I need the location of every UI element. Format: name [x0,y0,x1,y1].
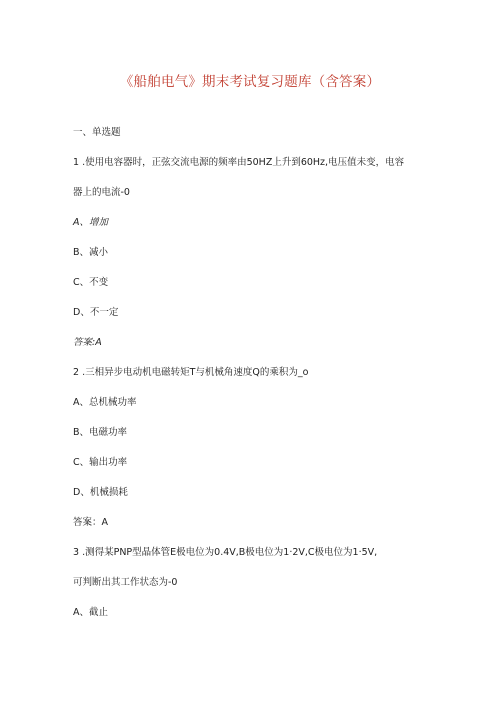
question-2-option-c: C、输出功率 [73,457,128,468]
question-1-option-a: A、增加 [73,217,108,228]
question-3-stem-line-2: 可判断出其工作状态为-0 [73,577,178,588]
question-3-option-a: A、截止 [73,607,108,618]
question-1-option-d: D、不一定 [73,307,119,318]
question-1-answer: 答案:A [73,337,102,348]
question-1-stem-line-2: 器上的电流-0 [73,187,130,198]
question-3-stem-line-1: 3 .测得某PNP型晶体管E极电位为0.4V,B极电位为1·2V,C极电位为1·5V, [73,547,378,558]
document-title: 《船舶电气》期末考试复习题库（含答案） [119,74,381,90]
question-2-stem-line-1: 2 .三相异步电动机电磁转矩T与机械角速度Q的乘积为_o [73,367,309,378]
question-2-option-d: D、机械损耗 [73,487,128,498]
question-1-stem-line-1: 1 .使用电容器时，正弦交流电源的频率由50HZ上升到60Hz,电压值未变，电容 [73,157,405,168]
question-1-option-c: C、不变 [73,277,109,288]
question-2-answer: 答案：A [73,517,108,528]
question-2-option-b: B、电磁功率 [73,427,128,438]
section-heading: 一、单选题 [73,127,121,138]
question-1-option-b: B、减小 [73,247,109,258]
question-2-option-a: A、总机械功率 [73,397,137,408]
